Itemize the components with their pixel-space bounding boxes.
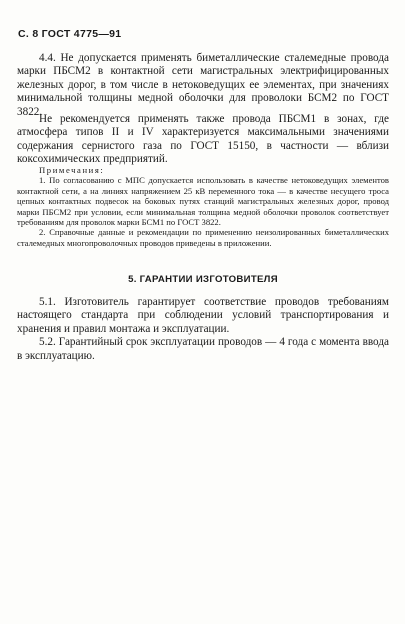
paragraph-5-2: 5.2. Гарантийный срок эксплуатации проводов — 4 года с момента ввода в эксплуатацию. [17, 336, 389, 362]
clause-4-4 [17, 52, 389, 119]
section-5-heading-wrap [17, 274, 389, 285]
paragraph-5-1: 5.1. Изготовитель гарантирует соответствие проводов требованиям настоящего стандарта при соблюдении условий транспортирования и хранения и правил монтажа и эксплуатации. [17, 296, 389, 335]
note-2: 2. Справочные данные и рекомендации по применению неизолированных биметаллических сталемедных многопроволочных проводов приведены в приложении. [17, 227, 389, 248]
notes-block [17, 165, 389, 248]
clause-recommendation [17, 113, 389, 167]
section-5-body [17, 296, 389, 363]
paragraph-recommendation: Не рекомендуется применять также провода ПБСМ1 в зонах, где атмосфера типов II и IV характеризуется максимальными значениями содержания сернистого газа по ГОСТ 15150, в частности — вблизи коксохимических предприятий. [17, 113, 389, 166]
page-header: С. 8 ГОСТ 4775—91 [18, 28, 122, 40]
note-1: 1. По согласованию с МПС допускается использовать в качестве нетоковедущих элементов контактной сети, а на линиях напряжением 25 кВ переменного тока — в качестве несущего троса цепных контактных подвесок на боковых путях станций магистральных железных дорог, провод марки ПБСМ2 при условии, если минимальная толщина медной оболочки проволок соответствует требованиям для проволок марки БСМ1 по ГОСТ 3822. [17, 175, 389, 228]
paragraph-4-4: 4.4. Не допускается применять биметаллические сталемедные провода марки ПБСМ2 в контактной сети магистральных электрифицированных железных дорог, в том числе в нетоковедущих ее элементах, при значениях минимальной толщины медной оболочки для проволоки БСМ2 по ГОСТ 3822. [17, 52, 389, 118]
section-5-title: 5. ГАРАНТИИ ИЗГОТОВИТЕЛЯ [128, 274, 278, 285]
notes-title: Примечания: [39, 165, 105, 175]
